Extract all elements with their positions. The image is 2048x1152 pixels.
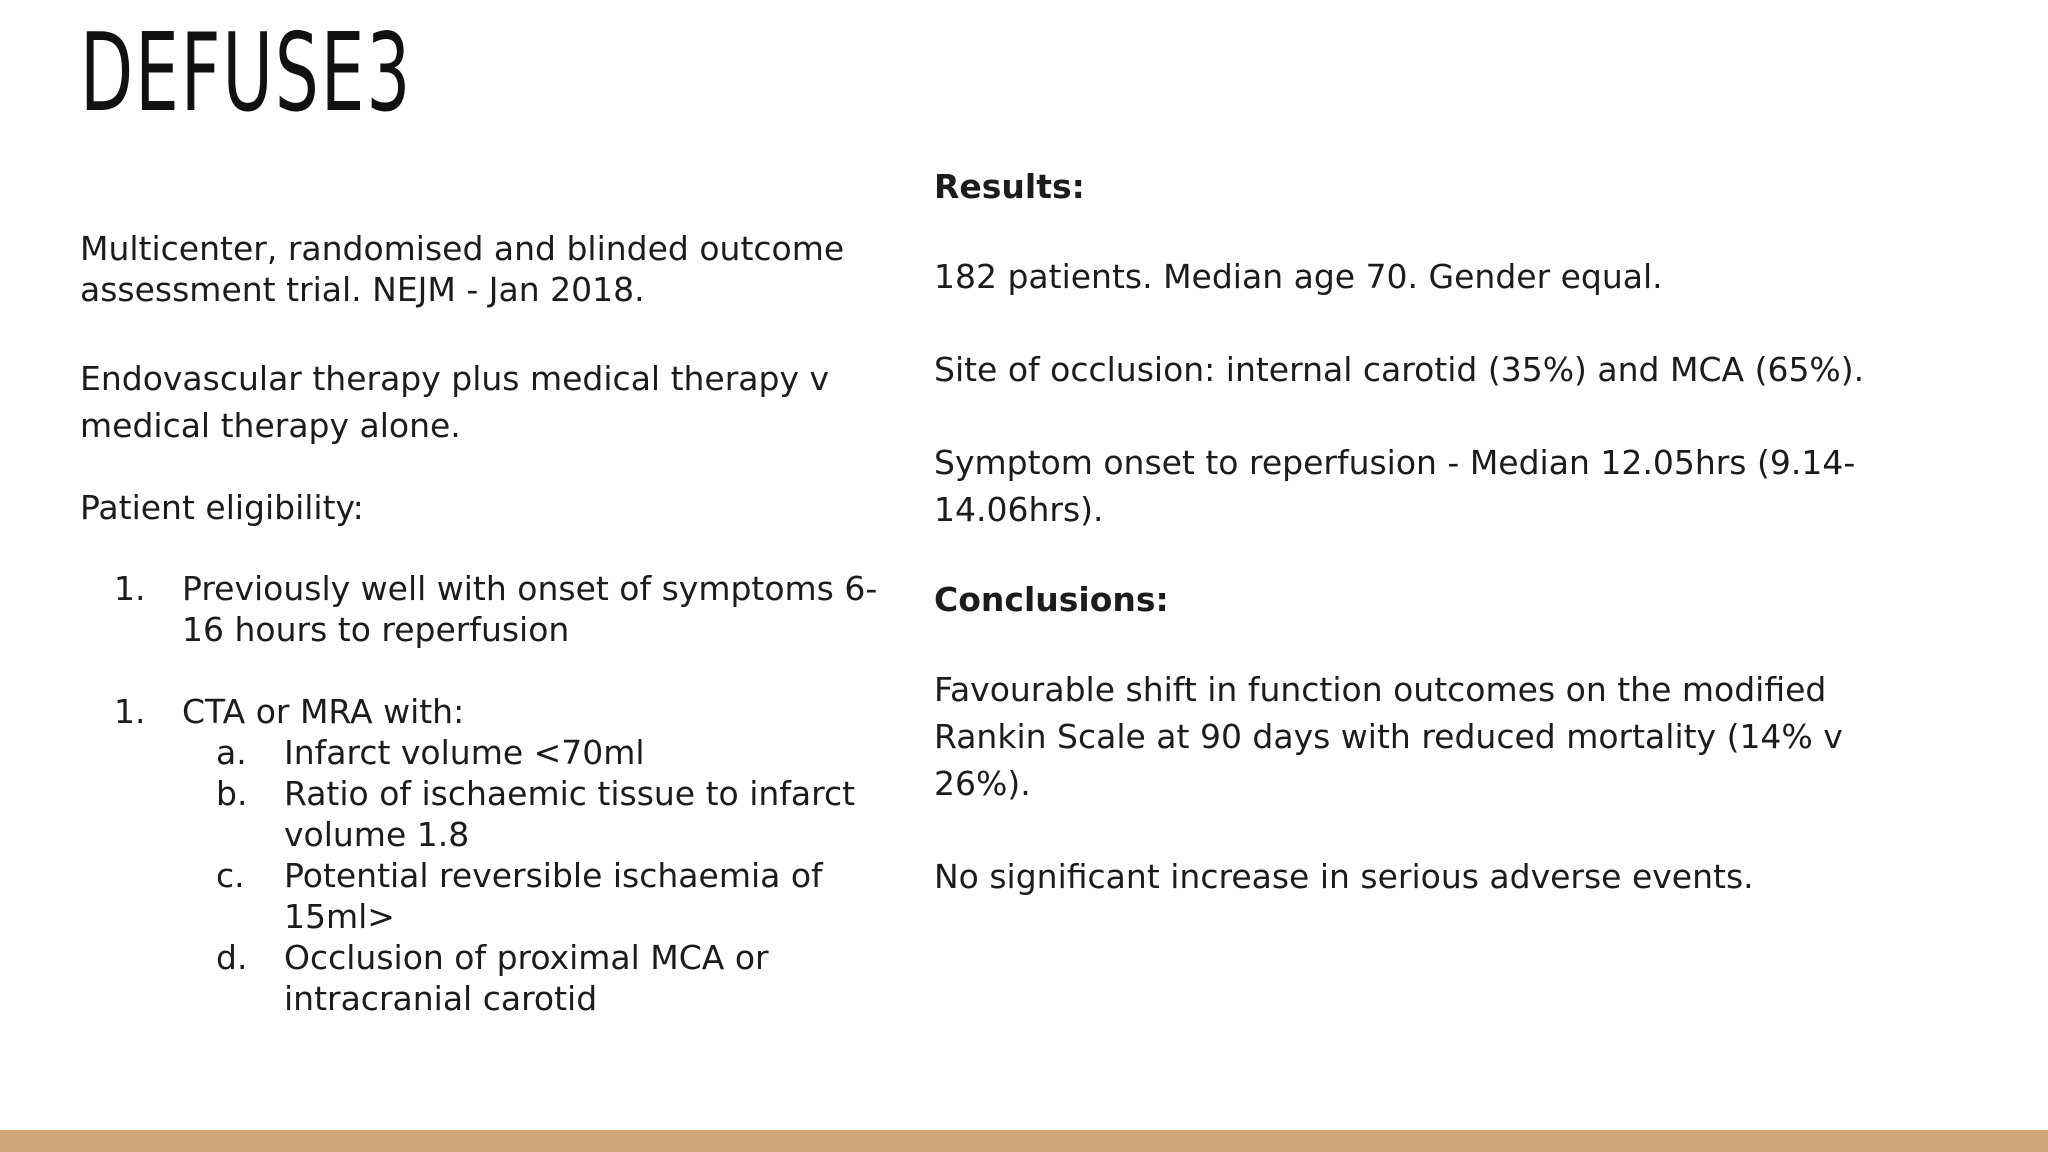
conclusions-text: No significant increase in serious adverse events. [934,857,1754,896]
eligibility-heading: Patient eligibility: [80,488,364,527]
spacer [80,650,900,691]
criteria-subitem [80,773,900,855]
footer-accent-bar [0,1130,2048,1152]
criteria-subitem [80,732,900,773]
slide-title: DEFUSE3 [80,11,413,136]
spacer [934,807,1934,853]
trial-description: Multicenter, randomised and blinded outcome assessment trial. NEJM - Jan 2018. [80,229,845,309]
criteria-subitem [80,855,900,937]
results-text: Symptom onset to reperfusion - Median 12.05hrs (9.14-14.06hrs). [934,443,1856,529]
right-column [934,166,1934,900]
spacer [934,393,1934,439]
list-letter: c. [216,856,245,895]
conclusions-heading: Conclusions: [934,580,1169,619]
eligibility-item [80,568,900,650]
eligibility-item [80,691,900,732]
results-text: Site of occlusion: internal carotid (35%) and MCA (65%). [934,350,1865,389]
spacer [934,620,1934,666]
list-number: 1. [114,569,146,608]
criteria-subitem-text: Ratio of ischaemic tissue to infarct volume 1.8 [284,774,856,854]
spacer [934,207,1934,253]
list-letter: a. [216,733,247,772]
list-letter: b. [216,774,248,813]
list-letter: d. [216,938,248,977]
criteria-subitem [80,937,900,1019]
criteria-subitem-text: Infarct volume <70ml [284,733,645,772]
spacer [934,300,1934,346]
list-number: 1. [114,692,146,731]
eligibility-item-text: CTA or MRA with: [182,692,465,731]
left-column [80,228,900,1019]
results-heading: Results: [934,167,1085,206]
criteria-subitem-text: Occlusion of proximal MCA or intracranial carotid [284,938,769,1018]
results-text: 182 patients. Median age 70. Gender equal. [934,257,1663,296]
spacer [80,449,900,487]
spacer [80,310,900,355]
spacer [80,528,900,568]
criteria-subitem-text: Potential reversible ischaemia of 15ml> [284,856,823,936]
therapy-comparison: Endovascular therapy plus medical therapy v medical therapy alone. [80,359,830,445]
spacer [934,533,1934,579]
eligibility-item-text: Previously well with onset of symptoms 6-16 hours to reperfusion [182,569,878,649]
conclusions-text: Favourable shift in function outcomes on the modified Rankin Scale at 90 days with reduced mortality (14% v 26%). [934,670,1843,803]
